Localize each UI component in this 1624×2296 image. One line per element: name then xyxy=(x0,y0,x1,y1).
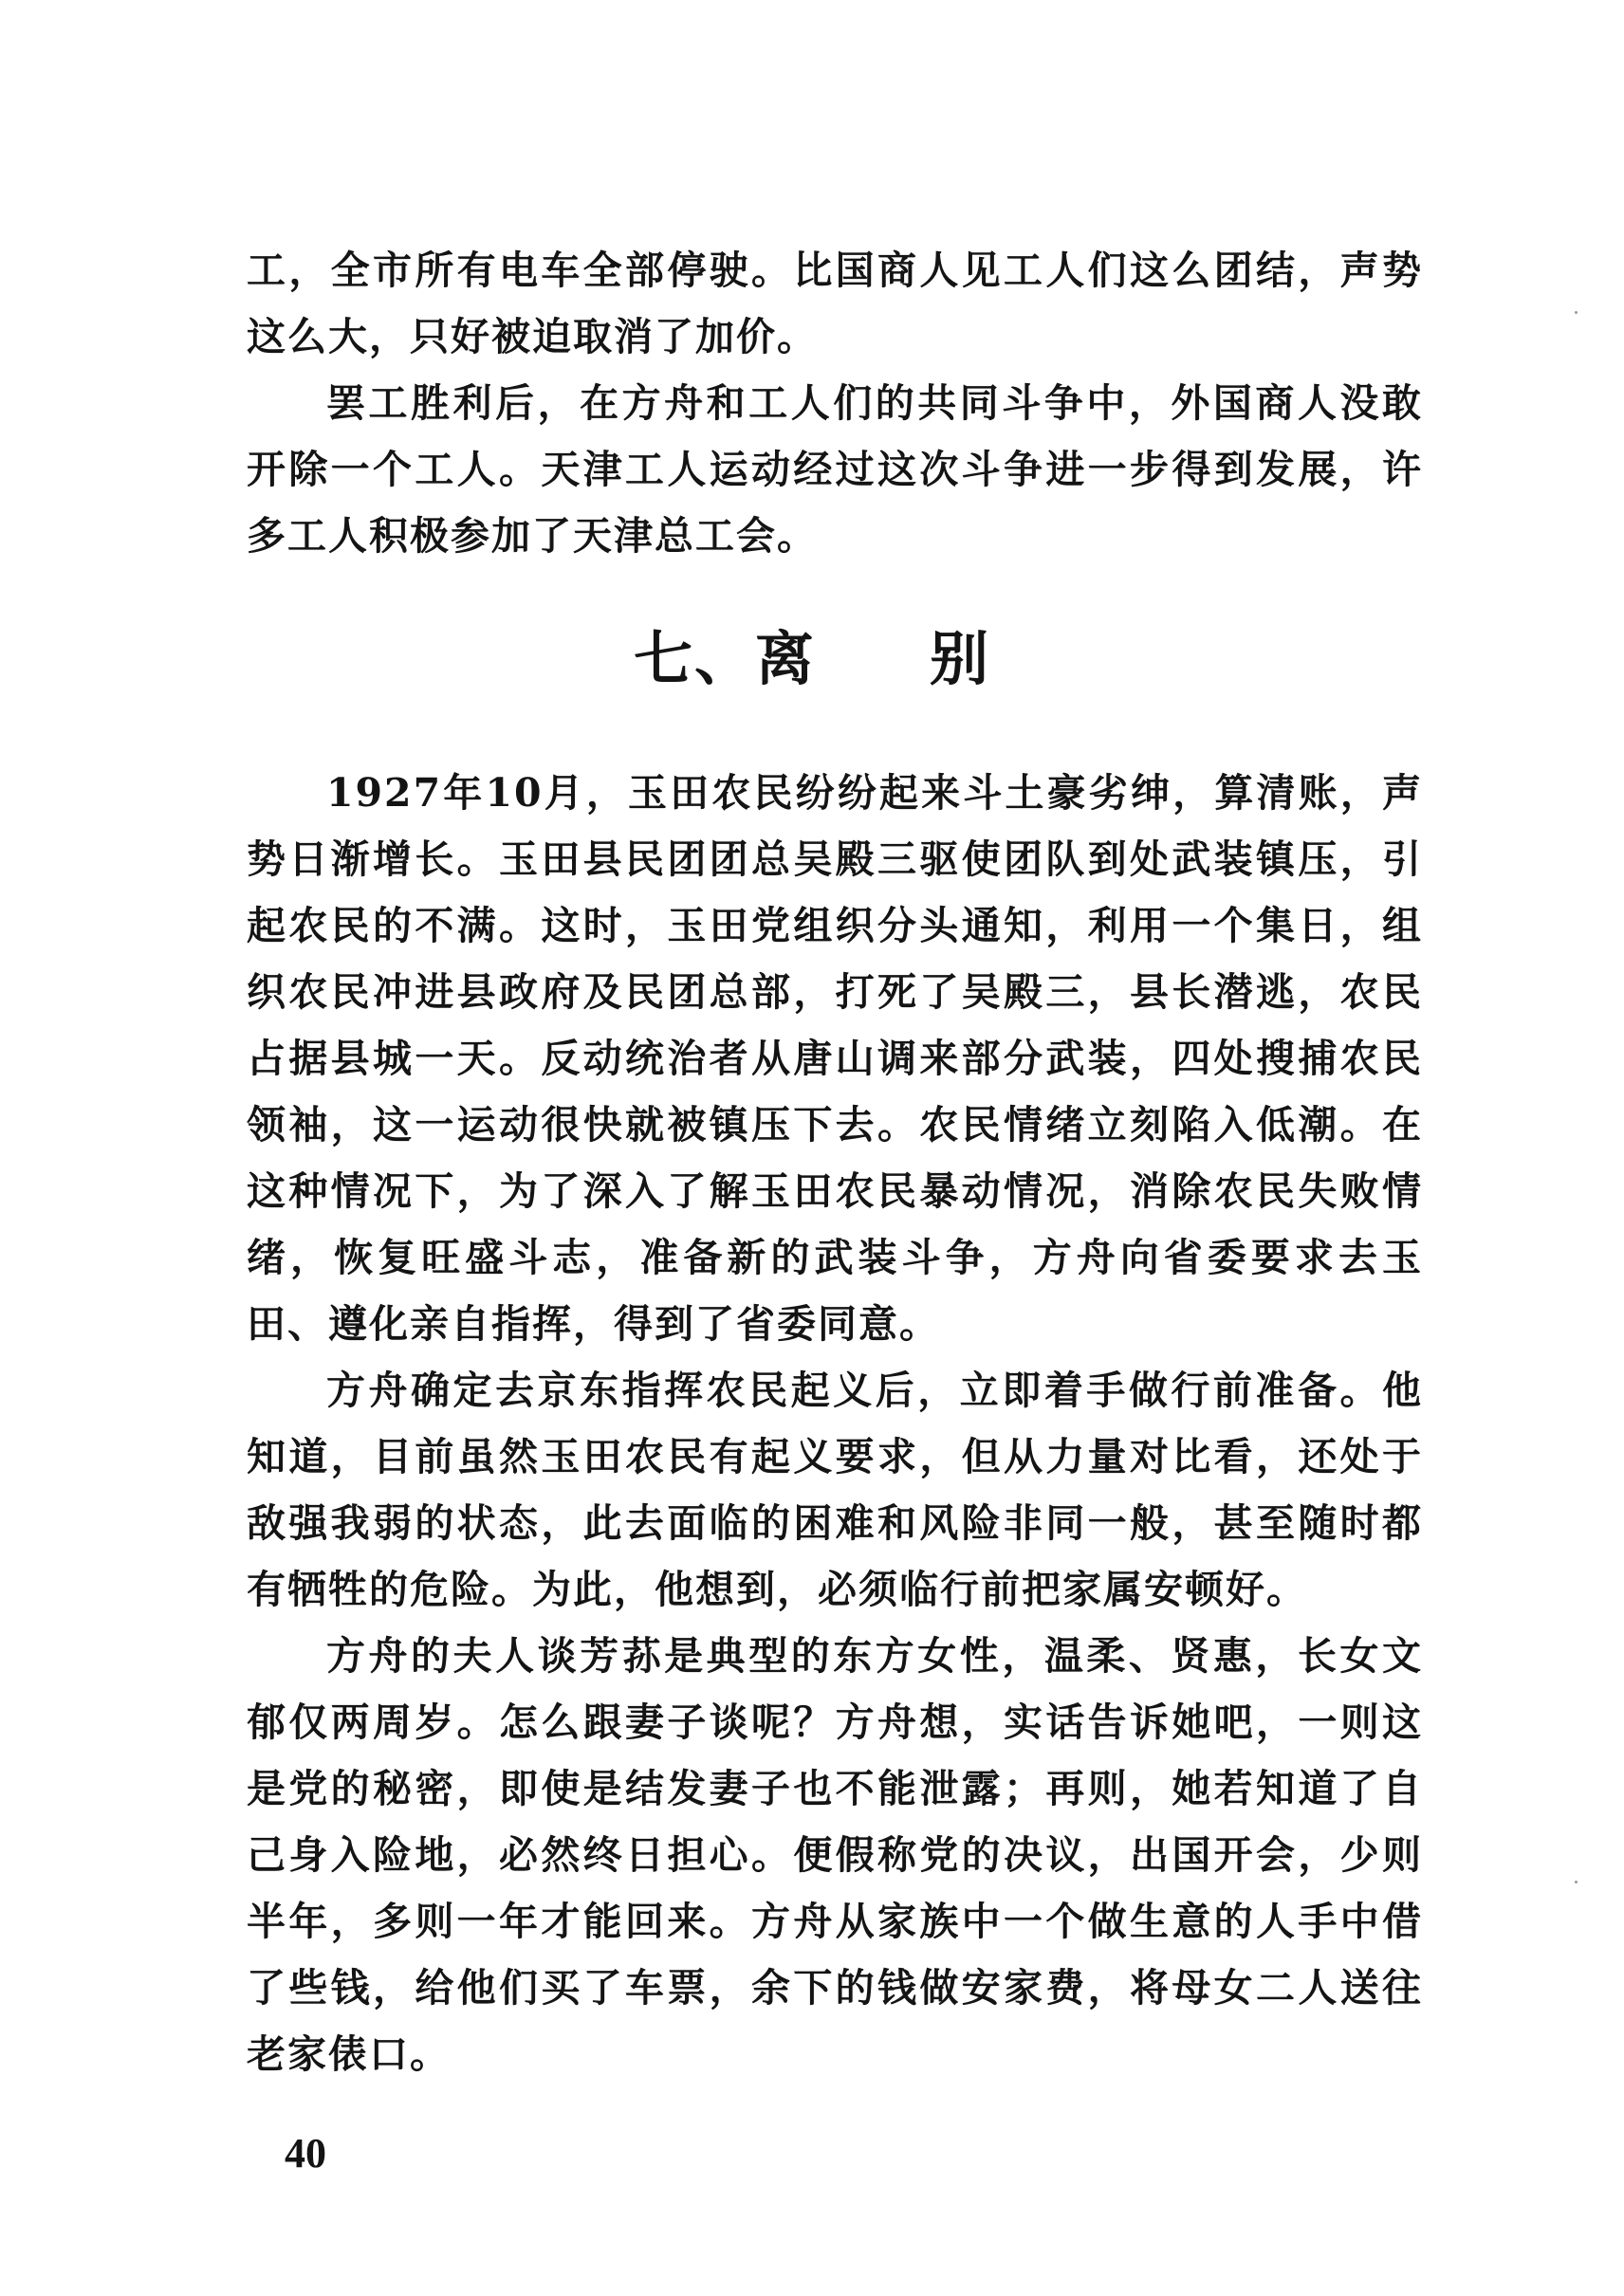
chapter-paragraph-line: 起农民的不满。这时，玉田党组织分头通知，利用一个集日，组 xyxy=(247,903,1423,948)
scan-speck xyxy=(1575,1881,1578,1883)
chapter-paragraph-line: 方舟的夫人谈芳荪是典型的东方女性，温柔、贤惠，长女文 xyxy=(326,1633,1423,1679)
chapter-paragraph-line: 郁仅两周岁。怎么跟妻子谈呢？方舟想，实话告诉她吧，一则这 xyxy=(247,1699,1423,1745)
chapter-paragraph-line: 了些钱，给他们买了车票，余下的钱做安家费，将母女二人送往 xyxy=(247,1965,1423,2011)
intro-paragraph-line: 开除一个工人。天津工人运动经过这次斗争进一步得到发展，许 xyxy=(247,447,1423,492)
chapter-paragraph-line: 己身入险地，必然终日担心。便假称党的决议，出国开会，少则 xyxy=(247,1832,1423,1878)
intro-paragraph-line: 罢工胜利后，在方舟和工人们的共同斗争中，外国商人没敢 xyxy=(326,380,1423,426)
chapter-paragraph-line: 占据县城一天。反动统治者从唐山调来部分武装，四处搜捕农民 xyxy=(247,1036,1423,1081)
chapter-paragraph-line: 敌强我弱的状态，此去面临的困难和风险非同一般，甚至随时都 xyxy=(247,1500,1423,1546)
chapter-title xyxy=(0,621,1624,697)
chapter-title-suffix: 别 xyxy=(930,624,991,693)
intro-paragraph-line: 多工人积极参加了天津总工会。 xyxy=(247,513,818,559)
chapter-paragraph-line: 有牺牲的危险。为此，他想到，必须临行前把家属安顿好。 xyxy=(247,1567,1307,1612)
chapter-paragraph-line: 这种情况下，为了深入了解玉田农民暴动情况，消除农民失败情 xyxy=(247,1168,1423,1214)
chapter-paragraph-line: 知道，目前虽然玉田农民有起义要求，但从力量对比看，还处于 xyxy=(247,1434,1423,1479)
chapter-paragraph-line: 老家俵口。 xyxy=(247,2031,451,2077)
chapter-paragraph-line: 田、遵化亲自指挥，得到了省委同意。 xyxy=(247,1301,940,1347)
intro-text-block xyxy=(247,237,1423,569)
chapter-paragraph-line: 绪，恢复旺盛斗志，准备新的武装斗争，方舟向省委要求去玉 xyxy=(247,1235,1423,1280)
chapter-paragraph-line: 半年，多则一年才能回来。方舟从家族中一个做生意的人手中借 xyxy=(247,1899,1423,1944)
chapter-paragraph-line: 方舟确定去京东指挥农民起义后，立即着手做行前准备。他 xyxy=(326,1368,1423,1413)
intro-paragraph-line: 工，全市所有电车全部停驶。比国商人见工人们这么团结，声势 xyxy=(247,248,1423,293)
scan-speck xyxy=(1575,311,1578,314)
intro-paragraph-line: 这么大，只好被迫取消了加价。 xyxy=(247,314,818,359)
chapter-title-prefix: 七、离 xyxy=(633,624,816,693)
page-number: 40 xyxy=(285,2130,326,2177)
chapter-paragraph-line: 是党的秘密，即使是结发妻子也不能泄露；再则，她若知道了自 xyxy=(247,1766,1423,1811)
chapter-text-block xyxy=(247,760,1423,2087)
chapter-paragraph-line: 领袖，这一运动很快就被镇压下去。农民情绪立刻陷入低潮。在 xyxy=(247,1102,1423,1148)
chapter-paragraph-line: 织农民冲进县政府及民团总部，打死了吴殿三，县长潜逃，农民 xyxy=(247,969,1423,1015)
chapter-paragraph-line: 势日渐增长。玉田县民团团总吴殿三驱使团队到处武装镇压，引 xyxy=(247,836,1423,882)
chapter-paragraph-line: 1927年10月，玉田农民纷纷起来斗土豪劣绅，算清账，声 xyxy=(326,770,1423,816)
